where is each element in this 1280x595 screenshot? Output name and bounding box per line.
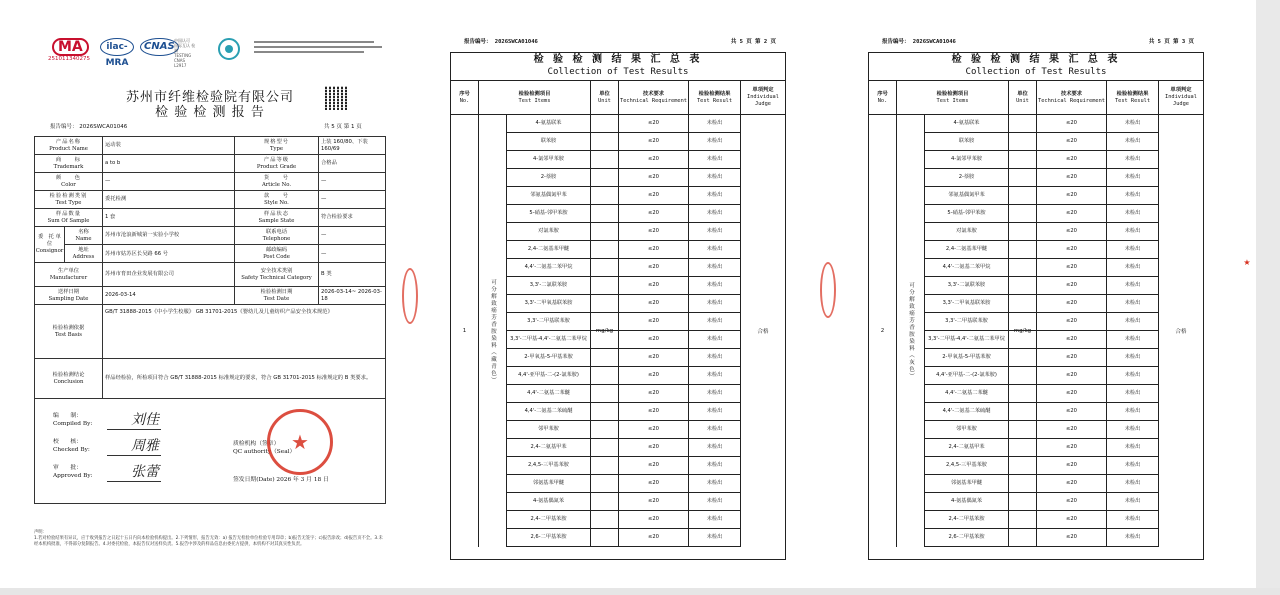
result-value: 未检出 — [689, 115, 741, 132]
test-category: 可分解致癌芳香胺染料（藏青色） — [479, 115, 507, 547]
test-item-name: 2,4,5-三甲基苯胺 — [507, 457, 591, 474]
result-value: 未检出 — [689, 187, 741, 204]
institute-emblem-icon — [218, 38, 240, 60]
header-judge: 单项判定 Individual Judge — [1159, 81, 1203, 115]
test-item-name: 4-氨基联苯 — [507, 115, 591, 132]
info-row: 检验检测依据 Test Basis GB/T 31888-2015《中小学生校服》 GB 31701-2015《婴幼儿及儿童纺织产品安全技术规范》 — [35, 305, 385, 359]
result-value: 未检出 — [1107, 223, 1159, 240]
cnas-logo: CNAS — [140, 38, 179, 56]
approved-by-label: 审 批： Approved By: — [53, 465, 93, 479]
result-value: 未检出 — [1107, 457, 1159, 474]
table-row — [507, 133, 741, 151]
results-table-title — [451, 53, 785, 81]
result-value: 未检出 — [689, 331, 741, 348]
table-row — [925, 205, 1159, 223]
requirement-value: ≤20 — [619, 457, 689, 474]
result-value: 未检出 — [1107, 511, 1159, 528]
table-row — [507, 331, 741, 349]
requirement-value: ≤20 — [619, 277, 689, 294]
report-number: 报告编号： 2026SWCA01046 — [464, 39, 538, 45]
table-row — [925, 259, 1159, 277]
table-row — [507, 529, 741, 547]
requirement-value: ≤20 — [1037, 241, 1107, 258]
requirement-value: ≤20 — [1037, 331, 1107, 348]
certification-logos — [48, 36, 388, 66]
table-row — [925, 169, 1159, 187]
table-row — [925, 529, 1159, 547]
test-item-name: 3,3'-二甲氧基联苯胺 — [925, 295, 1009, 312]
requirement-value: ≤20 — [1037, 205, 1107, 222]
table-row — [925, 475, 1159, 493]
header-unit: 单位 Unit — [591, 81, 619, 115]
requirement-value: ≤20 — [619, 385, 689, 402]
institute-address-block — [254, 38, 384, 56]
table-row — [507, 457, 741, 475]
test-item-name: 5-硝基-邻甲苯胺 — [507, 205, 591, 222]
result-value: 未检出 — [1107, 187, 1159, 204]
test-item-name: 2,6-二甲基苯胺 — [507, 529, 591, 546]
viewer-bottom-edge — [0, 588, 1280, 595]
result-value: 未检出 — [1107, 421, 1159, 438]
seam-stamp-left — [402, 268, 418, 324]
result-value: 未检出 — [1107, 241, 1159, 258]
consignor-name: 苏州市沧浪新城第一实验小学校 — [103, 227, 235, 245]
header-seq: 序号 No. — [451, 81, 479, 115]
test-item-name: 3,3'-二甲基-4,4'-二氨基二苯甲烷 — [507, 331, 591, 348]
test-item-name: 3,3'-二甲基联苯胺 — [925, 313, 1009, 330]
title-cn: 检 验 检 测 结 果 汇 总 表 — [533, 54, 703, 65]
judgement-cell: 合格 — [757, 329, 769, 335]
test-item-name: 5-硝基-邻甲苯胺 — [925, 205, 1009, 222]
test-item-name: 2-甲氧基-5-甲基苯胺 — [507, 349, 591, 366]
result-value: 未检出 — [1107, 529, 1159, 546]
testing-mark — [174, 38, 196, 68]
requirement-value: ≤20 — [1037, 475, 1107, 492]
unit-cell: mg/kg — [591, 115, 619, 547]
result-value: 未检出 — [689, 241, 741, 258]
compiled-by-label: 编 制： Compiled By: — [53, 413, 93, 427]
test-item-name: 对氯苯胺 — [925, 223, 1009, 240]
table-row — [925, 241, 1159, 259]
cma-number: 251011340275 — [48, 56, 90, 62]
table-row — [507, 313, 741, 331]
info-row: 生产单位 Manufacturer 苏州市育田企业发展有限公司 安全技术类别 Safety Technical Category B 类 — [35, 263, 385, 287]
table-row — [925, 313, 1159, 331]
result-value: 未检出 — [1107, 439, 1159, 456]
test-item-name: 邻氨基偶氮甲苯 — [507, 187, 591, 204]
requirement-value: ≤20 — [1037, 367, 1107, 384]
report-heading — [110, 90, 310, 120]
table-row — [925, 457, 1159, 475]
header-test-items: 检验检测项目 Test Items — [897, 81, 1009, 115]
title-en: Collection of Test Results — [547, 67, 689, 77]
test-item-name: 4-氯邻甲苯胺 — [507, 151, 591, 168]
consignor-address: 苏州市姑苏区长吴路 66 号 — [103, 245, 235, 263]
requirement-value: ≤20 — [619, 187, 689, 204]
result-value: 未检出 — [689, 295, 741, 312]
test-item-name: 2-萘胺 — [507, 169, 591, 186]
test-item-name: 对氯苯胺 — [507, 223, 591, 240]
results-page-3 — [868, 33, 1204, 561]
test-item-name: 2-萘胺 — [925, 169, 1009, 186]
table-row — [507, 403, 741, 421]
test-item-name: 4,4'-二氨基二苯醚 — [507, 385, 591, 402]
test-item-name: 3,3'-二甲基-4,4'-二氨基二苯甲烷 — [925, 331, 1009, 348]
seq-number: 2 — [869, 115, 897, 547]
style-no: — — [321, 196, 327, 202]
result-value: 未检出 — [1107, 349, 1159, 366]
table-row — [925, 511, 1159, 529]
test-item-name: 4,4'-二氨基二苯甲烷 — [507, 259, 591, 276]
test-basis: GB/T 31888-2015《中小学生校服》 GB 31701-2015《婴幼儿及儿童纺织产品安全技术规范》 — [105, 309, 333, 315]
test-item-name: 2,4-二甲基苯胺 — [507, 511, 591, 528]
report-info-table — [34, 136, 386, 504]
info-row: 送样日期 Sampling Date 2026-03-14 检验检测日期 Test Date 2026-03-14~ 2026-03-18 — [35, 287, 385, 305]
official-seal-stamp: ★ — [267, 409, 333, 475]
result-value: 未检出 — [1107, 493, 1159, 510]
test-item-name: 4,4'-二氨基二苯醚 — [925, 385, 1009, 402]
requirement-value: ≤20 — [619, 223, 689, 240]
testing-mark-en: 国际互认 检测 TESTING CNAS L2917 — [174, 43, 196, 68]
requirement-value: ≤20 — [619, 475, 689, 492]
table-row — [925, 277, 1159, 295]
test-item-name: 2,4-二氨基甲苯 — [925, 439, 1009, 456]
requirement-value: ≤20 — [1037, 457, 1107, 474]
table-row — [925, 367, 1159, 385]
seq-number: 1 — [451, 115, 479, 547]
viewer-scrollbar[interactable] — [1256, 0, 1280, 595]
cma-logo: MA — [52, 38, 89, 56]
results-table — [450, 52, 786, 560]
requirement-value: ≤20 — [1037, 385, 1107, 402]
issue-date: 签发日期(Date) 2026 年 3 月 18 日 — [233, 477, 329, 483]
table-row — [507, 151, 741, 169]
safety-category: B 类 — [321, 271, 332, 277]
table-row — [925, 331, 1159, 349]
result-value: 未检出 — [689, 403, 741, 420]
result-value: 未检出 — [1107, 205, 1159, 222]
requirement-value: ≤20 — [619, 511, 689, 528]
requirement-value: ≤20 — [1037, 223, 1107, 240]
table-row — [507, 421, 741, 439]
test-item-name: 4-氨基偶氮苯 — [925, 493, 1009, 510]
conclusion: 样品经检验，所检项目符合 GB/T 31888-2015 标准规定的要求，符合 GB 31701-2015 标准规定的 B 类要求。 — [105, 375, 372, 381]
requirement-value: ≤20 — [619, 313, 689, 330]
requirement-value: ≤20 — [619, 367, 689, 384]
test-item-name: 2-甲氧基-5-甲基苯胺 — [925, 349, 1009, 366]
test-item-name: 4,4'-二氨基二苯硫醚 — [507, 403, 591, 420]
test-item-name: 3,3'-二甲氧基联苯胺 — [507, 295, 591, 312]
result-value: 未检出 — [1107, 295, 1159, 312]
telephone: — — [319, 227, 385, 245]
qr-code-icon — [325, 86, 349, 110]
requirement-value: ≤20 — [1037, 493, 1107, 510]
result-value: 未检出 — [689, 313, 741, 330]
testing-mark-cn: 中国认可 — [174, 38, 190, 43]
result-value: 未检出 — [1107, 133, 1159, 150]
table-row — [507, 169, 741, 187]
table-row — [925, 151, 1159, 169]
result-value: 未检出 — [1107, 259, 1159, 276]
requirement-value: ≤20 — [1037, 349, 1107, 366]
requirement-value: ≤20 — [1037, 295, 1107, 312]
judgement-cell: 合格 — [1175, 329, 1187, 335]
ilac-mra-logo: ilac-MRA — [100, 38, 134, 56]
table-row — [507, 475, 741, 493]
test-item-name: 2,4-二甲基苯胺 — [925, 511, 1009, 528]
test-item-name: 2,4-二氨基苯甲醚 — [507, 241, 591, 258]
info-row: 样品数量 Sum Of Sample 1 套 样品状态 Sample State 符合检验要求 — [35, 209, 385, 227]
result-value: 未检出 — [1107, 367, 1159, 384]
product-grade: 合格品 — [321, 160, 337, 166]
test-date: 2026-03-14~ 2026-03-18 — [321, 288, 382, 302]
requirement-value: ≤20 — [1037, 169, 1107, 186]
title-en: Collection of Test Results — [965, 67, 1107, 77]
header-judge: 单项判定 Individual Judge — [741, 81, 785, 115]
company-name: 苏州市纤维检验院有限公司 — [125, 90, 294, 105]
color: — — [103, 173, 235, 190]
test-item-name: 2,4-二氨基苯甲醚 — [925, 241, 1009, 258]
table-row — [507, 493, 741, 511]
disclaimer-footnote: 声明： 1.若对检验结果有异议，应于收到报告之日起十五日内向本检验机构提出。2.下列情形，报告无效：a) 报告无检验单位检验专用印章；b)报告无签字；c)报告涂改；d)报告页不全。3.未经本机构批准，不得部分复制报告。4.对委托检验，本报告仅对送样负责。5.报告中涉及的样品信息由委托方提供，本机构不对其真实性负责。 — [34, 530, 383, 547]
test-item-name: 4-氨基联苯 — [925, 115, 1009, 132]
result-value: 未检出 — [689, 385, 741, 402]
article-no: — — [321, 178, 327, 184]
requirement-value: ≤20 — [1037, 439, 1107, 456]
table-row — [507, 511, 741, 529]
test-item-name: 4,4'-二氨基二苯硫醚 — [925, 403, 1009, 420]
header-result: 检验检测结果 Test Result — [1107, 81, 1159, 115]
qc-authority-label: 质检机构（签章） QC authority（Seal） — [233, 441, 296, 455]
header-requirement: 技术要求 Technical Requirement — [619, 81, 689, 115]
test-item-name: 4,4'-亚甲基-二-(2-氯苯胺) — [507, 367, 591, 384]
requirement-value: ≤20 — [1037, 403, 1107, 420]
test-item-name: 2,4,5-三甲基苯胺 — [925, 457, 1009, 474]
table-row — [925, 295, 1159, 313]
test-item-name: 邻氨基苯甲醚 — [925, 475, 1009, 492]
result-value: 未检出 — [689, 457, 741, 474]
requirement-value: ≤20 — [619, 169, 689, 186]
table-row — [507, 367, 741, 385]
result-value: 未检出 — [1107, 385, 1159, 402]
table-row — [507, 223, 741, 241]
table-row — [925, 439, 1159, 457]
info-row: 检验检测类别 Test Type 委托检测 款 号 Style No. — — [35, 191, 385, 209]
test-item-name: 邻甲苯胺 — [925, 421, 1009, 438]
manufacturer: 苏州市育田企业发展有限公司 — [103, 263, 235, 286]
title-cn: 检 验 检 测 结 果 汇 总 表 — [951, 54, 1121, 65]
consignor-block: 委 托 单 位 Consignor 名称 Name 地址 Address 苏州市沧浪新城第一实验小学校 苏州市姑苏区长吴路 66 号 联系电话 Telephone 邮政编码 Post Code — — — [35, 227, 385, 263]
result-value: 未检出 — [1107, 403, 1159, 420]
header-test-items: 检验检测项目 Test Items — [479, 81, 591, 115]
test-item-name: 3,3'-二氯联苯胺 — [507, 277, 591, 294]
info-row: 检验检测结论 Conclusion 样品经检验，所检项目符合 GB/T 31888-2015 标准规定的要求，符合 GB 31701-2015 标准规定的 B 类要求。 — [35, 359, 385, 399]
requirement-value: ≤20 — [619, 421, 689, 438]
requirement-value: ≤20 — [619, 349, 689, 366]
table-row — [507, 241, 741, 259]
header-result: 检验检测结果 Test Result — [689, 81, 741, 115]
requirement-value: ≤20 — [619, 331, 689, 348]
sample-quantity: 1 套 — [103, 209, 235, 226]
test-item-name: 邻氨基苯甲醚 — [507, 475, 591, 492]
post-code: — — [321, 250, 327, 257]
table-row — [507, 385, 741, 403]
requirement-value: ≤20 — [1037, 421, 1107, 438]
requirement-value: ≤20 — [1037, 133, 1107, 150]
result-value: 未检出 — [689, 277, 741, 294]
requirement-value: ≤20 — [1037, 115, 1107, 132]
test-item-name: 2,6-二甲基苯胺 — [925, 529, 1009, 546]
approved-signature: 张蕾 — [131, 464, 159, 480]
result-value: 未检出 — [689, 349, 741, 366]
requirement-value: ≤20 — [1037, 151, 1107, 168]
info-row: 商 标 Trademark a to b 产品等级 Product Grade 合格品 — [35, 155, 385, 173]
product-name: 运动装 — [103, 137, 235, 154]
test-item-name: 邻氨基偶氮甲苯 — [925, 187, 1009, 204]
table-row — [507, 115, 741, 133]
requirement-value: ≤20 — [1037, 259, 1107, 276]
test-category: 可分解致癌芳香胺染料（灰色） — [897, 115, 925, 547]
table-row — [925, 493, 1159, 511]
unit-cell: mg/kg — [1009, 115, 1037, 547]
requirement-value: ≤20 — [619, 295, 689, 312]
results-table — [868, 52, 1204, 560]
test-item-name: 4-氨基偶氮苯 — [507, 493, 591, 510]
test-item-name: 联苯胺 — [925, 133, 1009, 150]
requirement-value: ≤20 — [619, 259, 689, 276]
test-type: 委托检测 — [103, 191, 235, 208]
result-value: 未检出 — [1107, 313, 1159, 330]
table-row — [925, 223, 1159, 241]
requirement-value: ≤20 — [619, 403, 689, 420]
result-value: 未检出 — [1107, 115, 1159, 132]
test-item-name: 4,4'-二氨基二苯甲烷 — [925, 259, 1009, 276]
requirement-value: ≤20 — [619, 439, 689, 456]
sampling-date: 2026-03-14 — [103, 287, 235, 304]
table-row — [925, 349, 1159, 367]
result-value: 未检出 — [689, 151, 741, 168]
table-row — [507, 259, 741, 277]
test-item-name: 邻甲苯胺 — [507, 421, 591, 438]
result-value: 未检出 — [689, 133, 741, 150]
test-item-name: 3,3'-二氯联苯胺 — [925, 277, 1009, 294]
seam-stamp-middle — [820, 262, 836, 318]
report-number: 报告编号： 2026SWCA01046 — [50, 124, 128, 130]
compiled-signature: 刘佳 — [131, 412, 159, 428]
checked-signature: 周雅 — [131, 438, 159, 454]
table-row — [507, 349, 741, 367]
result-value: 未检出 — [689, 493, 741, 510]
table-row — [925, 421, 1159, 439]
info-row: 颜 色 Color — 货 号 Article No. — — [35, 173, 385, 191]
page-indicator: 共 5 页 第 2 页 — [730, 39, 776, 45]
test-item-name: 联苯胺 — [507, 133, 591, 150]
table-row — [925, 133, 1159, 151]
report-number: 报告编号： 2026SWCA01046 — [882, 39, 956, 45]
requirement-value: ≤20 — [619, 115, 689, 132]
requirement-value: ≤20 — [619, 493, 689, 510]
seam-stamp-right: ★ — [1243, 258, 1251, 267]
test-item-name: 3,3'-二甲基联苯胺 — [507, 313, 591, 330]
result-value: 未检出 — [689, 511, 741, 528]
result-value: 未检出 — [689, 439, 741, 456]
trademark: a to b — [103, 155, 235, 172]
report-cover-page — [30, 30, 392, 570]
requirement-value: ≤20 — [1037, 187, 1107, 204]
result-value: 未检出 — [1107, 331, 1159, 348]
result-value: 未检出 — [689, 529, 741, 546]
table-row — [925, 115, 1159, 133]
requirement-value: ≤20 — [1037, 529, 1107, 546]
header-seq: 序号 No. — [869, 81, 897, 115]
spec: 上装 160/80、下装 160/69 — [321, 138, 368, 152]
requirement-value: ≤20 — [1037, 277, 1107, 294]
table-row — [507, 187, 741, 205]
header-requirement: 技术要求 Technical Requirement — [1037, 81, 1107, 115]
requirement-value: ≤20 — [1037, 511, 1107, 528]
requirement-value: ≤20 — [1037, 313, 1107, 330]
test-item-name: 4,4'-亚甲基-二-(2-氯苯胺) — [925, 367, 1009, 384]
result-value: 未检出 — [689, 205, 741, 222]
result-value: 未检出 — [689, 421, 741, 438]
table-row — [507, 295, 741, 313]
table-row — [925, 385, 1159, 403]
result-value: 未检出 — [689, 259, 741, 276]
table-row — [507, 205, 741, 223]
result-value: 未检出 — [689, 367, 741, 384]
result-value: 未检出 — [1107, 151, 1159, 168]
result-value: 未检出 — [689, 169, 741, 186]
results-page-2 — [450, 33, 786, 561]
requirement-value: ≤20 — [619, 151, 689, 168]
result-value: 未检出 — [689, 475, 741, 492]
requirement-value: ≤20 — [619, 205, 689, 222]
header-unit: 单位 Unit — [1009, 81, 1037, 115]
table-row — [925, 187, 1159, 205]
table-row — [507, 439, 741, 457]
table-row — [925, 403, 1159, 421]
info-row: 产品名称 Product Name 运动装 规格型号 Type 上装 160/80、下装 160/69 — [35, 137, 385, 155]
page-indicator: 共 5 页 第 1 页 — [324, 124, 362, 130]
sample-state: 符合检验要求 — [321, 214, 353, 220]
requirement-value: ≤20 — [619, 529, 689, 546]
test-item-name: 2,4-二氨基甲苯 — [507, 439, 591, 456]
result-value: 未检出 — [1107, 475, 1159, 492]
result-value: 未检出 — [689, 223, 741, 240]
table-row — [507, 277, 741, 295]
result-value: 未检出 — [1107, 277, 1159, 294]
requirement-value: ≤20 — [619, 133, 689, 150]
requirement-value: ≤20 — [619, 241, 689, 258]
test-item-name: 4-氯邻甲苯胺 — [925, 151, 1009, 168]
report-title: 检 验 检 测 报 告 — [155, 105, 265, 120]
result-value: 未检出 — [1107, 169, 1159, 186]
page-indicator: 共 5 页 第 3 页 — [1148, 39, 1194, 45]
results-table-title — [869, 53, 1203, 81]
checked-by-label: 校 核： Checked By: — [53, 439, 90, 453]
